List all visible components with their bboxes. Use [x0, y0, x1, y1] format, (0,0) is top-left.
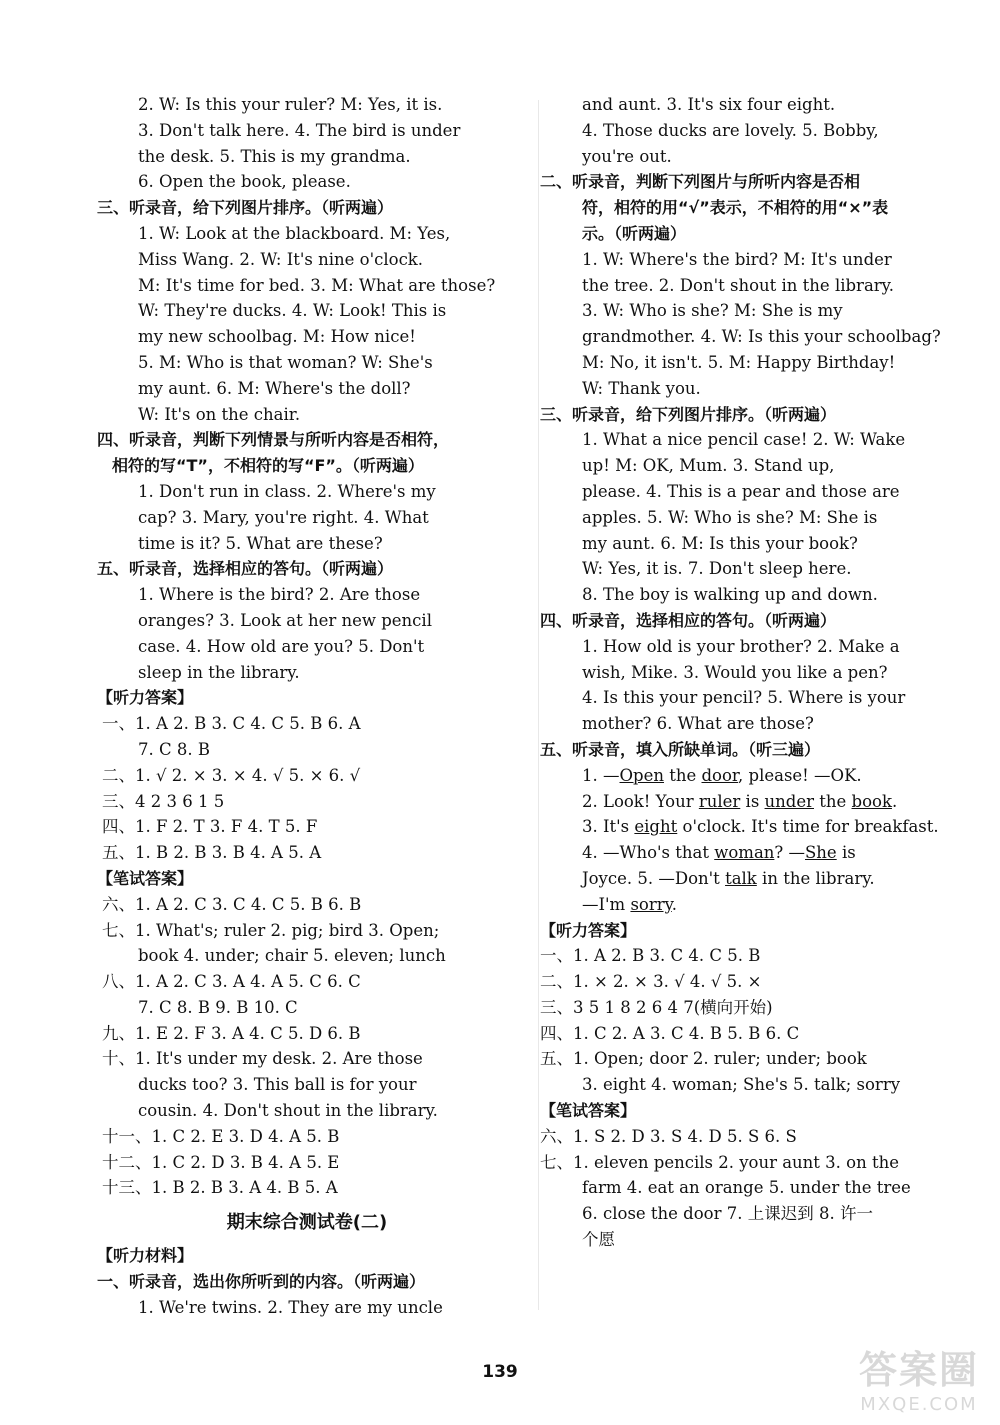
- filled-answer: door: [701, 765, 739, 785]
- fill-text: , please! —OK.: [738, 765, 862, 785]
- section-title: 期末综合测试卷(二): [226, 1212, 388, 1234]
- text-line: 7. C 8. B: [138, 739, 210, 759]
- fill-text: is: [836, 843, 856, 863]
- text-line: W: They're ducks. 4. W: Look! This is: [138, 301, 447, 321]
- text-line: oranges? 3. Look at her new pencil: [138, 610, 432, 630]
- column-divider: [538, 100, 539, 1310]
- text-line: 1. Don't run in class. 2. Where's my: [138, 481, 436, 501]
- text-line: cousin. 4. Don't shout in the library.: [138, 1101, 438, 1121]
- section-heading: 【听力材料】: [97, 1246, 194, 1266]
- text-line: 1. We're twins. 2. They are my uncle: [138, 1297, 443, 1317]
- fill-text: .: [891, 791, 898, 811]
- fill-in-line: [578, 840, 953, 866]
- text-line: M: It's time for bed. 3. M: What are those?: [138, 275, 496, 295]
- text-line: 6. Open the book, please.: [138, 172, 351, 192]
- text-line: 七、1. What's; ruler 2. pig; bird 3. Open;: [102, 920, 440, 940]
- text-line: 十一、1. C 2. E 3. D 4. A 5. B: [102, 1126, 340, 1146]
- text-line: 3. W: Who is she? M: She is my: [582, 301, 843, 321]
- fill-text: is: [740, 791, 765, 811]
- filled-answer: eight: [634, 817, 678, 837]
- text-line: time is it? 5. What are these?: [138, 533, 383, 553]
- fill-text: o'clock. It's time for breakfast.: [677, 817, 939, 837]
- section-heading: 五、听录音，填入所缺单词。（听三遍）: [540, 739, 821, 759]
- text-line: 四、1. C 2. A 3. C 4. B 5. B 6. C: [540, 1023, 800, 1043]
- section-heading: 二、听录音，判断下列图片与所听内容是否相: [540, 172, 861, 192]
- text-line: my new schoolbag. M: How nice!: [138, 327, 416, 347]
- section-heading: 五、听录音，选择相应的答句。（听两遍）: [97, 559, 394, 579]
- text-line: 8. The boy is walking up and down.: [582, 585, 878, 605]
- text-line: apples. 5. W: Who is she? M: She is: [582, 507, 878, 527]
- text-line: 九、1. E 2. F 3. A 4. C 5. D 6. B: [102, 1023, 361, 1043]
- section-heading: 一、听录音，选出你所听到的内容。（听两遍）: [97, 1272, 426, 1292]
- text-line: 八、1. A 2. C 3. A 4. A 5. C 6. C: [102, 972, 361, 992]
- text-line: 四、1. F 2. T 3. F 4. T 5. F: [102, 817, 318, 837]
- text-line: 二、1. × 2. × 3. √ 4. √ 5. ×: [540, 972, 762, 992]
- text-line: 五、1. B 2. B 3. B 4. A 5. A: [102, 843, 322, 863]
- text-line: 1. W: Where's the bird? M: It's under: [582, 249, 892, 269]
- text-line: 7. C 8. B 9. B 10. C: [138, 997, 298, 1017]
- filled-answer: ruler: [698, 791, 741, 811]
- section-heading: 符，相符的用“√”表示，不相符的用“×”表: [582, 198, 889, 218]
- fill-in-line: [578, 814, 953, 840]
- filled-answer: sorry: [630, 894, 672, 914]
- text-line: case. 4. How old are you? 5. Don't: [138, 636, 425, 656]
- fill-text: the: [663, 765, 702, 785]
- text-line: 三、3 5 1 8 2 6 4 7(横向开始): [540, 997, 773, 1017]
- text-line: 5. M: Who is that woman? W: She's: [138, 352, 433, 372]
- fill-text: ? —: [774, 843, 805, 863]
- text-line: and aunt. 3. It's six four eight.: [582, 95, 836, 114]
- filled-answer: woman: [714, 843, 775, 863]
- text-line: my aunt. 6. M: Is this your book?: [582, 533, 858, 553]
- text-line: 4. Those ducks are lovely. 5. Bobby,: [582, 120, 879, 140]
- text-line: book 4. under; chair 5. eleven; lunch: [138, 946, 446, 966]
- filled-answer: under: [764, 791, 814, 811]
- text-line: 6. close the door 7. 上课迟到 8. 许一: [582, 1204, 873, 1224]
- text-line: 六、1. A 2. C 3. C 4. C 5. B 6. B: [102, 894, 362, 914]
- text-line: W: It's on the chair.: [138, 404, 301, 424]
- page-number: 139: [482, 1362, 518, 1382]
- text-line: 十二、1. C 2. D 3. B 4. A 5. E: [102, 1152, 340, 1172]
- text-line: my aunt. 6. M: Where's the doll?: [138, 378, 411, 398]
- text-line: W: Thank you.: [582, 378, 701, 398]
- text-line: 1. Where is the bird? 2. Are those: [138, 585, 421, 605]
- text-line: W: Yes, it is. 7. Don't sleep here.: [582, 559, 852, 579]
- section-heading: 四、听录音，判断下列情景与所听内容是否相符，: [97, 430, 450, 450]
- text-line: 二、1. √ 2. × 3. × 4. √ 5. × 6. √: [102, 765, 361, 785]
- text-line: 个愿: [582, 1230, 615, 1250]
- fill-text: the: [814, 791, 852, 811]
- filled-answer: Open: [619, 765, 664, 785]
- text-line: you're out.: [582, 146, 672, 166]
- fill-text: —I'm: [582, 894, 631, 914]
- section-heading: 【笔试答案】: [97, 868, 194, 888]
- fill-text: 3. It's: [582, 817, 635, 837]
- text-line: 4. Is this your pencil? 5. Where is your: [582, 688, 906, 708]
- text-line: farm 4. eat an orange 5. under the tree: [582, 1178, 911, 1198]
- text-line: 五、1. Open; door 2. ruler; under; book: [540, 1049, 867, 1069]
- section-heading: 三、听录音，给下列图片排序。（听两遍）: [540, 404, 837, 424]
- section-heading: 【听力答案】: [97, 688, 194, 708]
- text-line: 一、1. A 2. B 3. C 4. C 5. B: [540, 946, 761, 966]
- watermark-logo: [844, 1339, 994, 1419]
- text-line: 一、1. A 2. B 3. C 4. C 5. B 6. A: [102, 714, 361, 734]
- text-line: 三、4 2 3 6 1 5: [102, 791, 225, 811]
- text-line: the tree. 2. Don't shout in the library.: [582, 275, 895, 295]
- fill-in-line: [578, 763, 953, 789]
- text-line: 3. eight 4. woman; She's 5. talk; sorry: [582, 1075, 901, 1095]
- fill-text: .: [671, 894, 678, 914]
- fill-in-line: [578, 892, 953, 918]
- text-line: sleep in the library.: [138, 662, 300, 682]
- fill-in-line: [578, 866, 953, 892]
- text-line: mother? 6. What are those?: [582, 714, 814, 734]
- fill-text: 1. —: [582, 765, 620, 785]
- filled-answer: She: [805, 843, 837, 863]
- filled-answer: talk: [725, 868, 757, 888]
- text-line: 3. Don't talk here. 4. The bird is under: [138, 120, 461, 140]
- text-line: up! M: OK, Mum. 3. Stand up,: [582, 456, 835, 476]
- text-line: 1. W: Look at the blackboard. M: Yes,: [138, 223, 451, 243]
- text-line: 十、1. It's under my desk. 2. Are those: [102, 1049, 423, 1069]
- right-column: [540, 92, 953, 1253]
- text-line: 十三、1. B 2. B 3. A 4. B 5. A: [102, 1178, 338, 1198]
- watermark-text: 答案圈: [858, 1348, 979, 1392]
- text-line: grandmother. 4. W: Is this your schoolbag?: [582, 327, 941, 347]
- fill-text: 4. —Who's that: [582, 843, 715, 863]
- fill-text: 2. Look! Your: [582, 791, 699, 811]
- left-column: [97, 92, 512, 1321]
- section-heading: 示。（听两遍）: [582, 223, 687, 243]
- text-line: 1. How old is your brother? 2. Make a: [582, 636, 900, 656]
- text-line: ducks too? 3. This ball is for your: [138, 1075, 417, 1095]
- text-line: 2. W: Is this your ruler? M: Yes, it is.: [138, 95, 443, 114]
- section-heading: 【笔试答案】: [540, 1101, 637, 1121]
- text-line: 1. What a nice pencil case! 2. W: Wake: [582, 430, 906, 450]
- fill-text: in the library.: [756, 868, 875, 888]
- section-heading: 三、听录音，给下列图片排序。（听两遍）: [97, 198, 394, 218]
- text-line: please. 4. This is a pear and those are: [582, 481, 900, 501]
- text-line: M: No, it isn't. 5. M: Happy Birthday!: [582, 352, 896, 372]
- filled-answer: book: [851, 791, 892, 811]
- text-line: 七、1. eleven pencils 2. your aunt 3. on the: [540, 1152, 899, 1172]
- section-heading: 四、听录音，选择相应的答句。（听两遍）: [540, 610, 837, 630]
- watermark-url: MXQE.COM: [860, 1394, 978, 1415]
- section-heading: 相符的写“T”，不相符的写“F”。（听两遍）: [112, 456, 424, 476]
- text-line: 六、1. S 2. D 3. S 4. D 5. S 6. S: [540, 1126, 797, 1146]
- text-line: cap? 3. Mary, you're right. 4. What: [138, 507, 429, 527]
- fill-in-line: [578, 789, 953, 815]
- fill-text: Joyce. 5. —Don't: [582, 868, 726, 888]
- section-heading: 【听力答案】: [540, 920, 637, 940]
- text-line: the desk. 5. This is my grandma.: [138, 146, 411, 166]
- text-line: wish, Mike. 3. Would you like a pen?: [582, 662, 888, 682]
- text-line: Miss Wang. 2. W: It's nine o'clock.: [138, 249, 424, 269]
